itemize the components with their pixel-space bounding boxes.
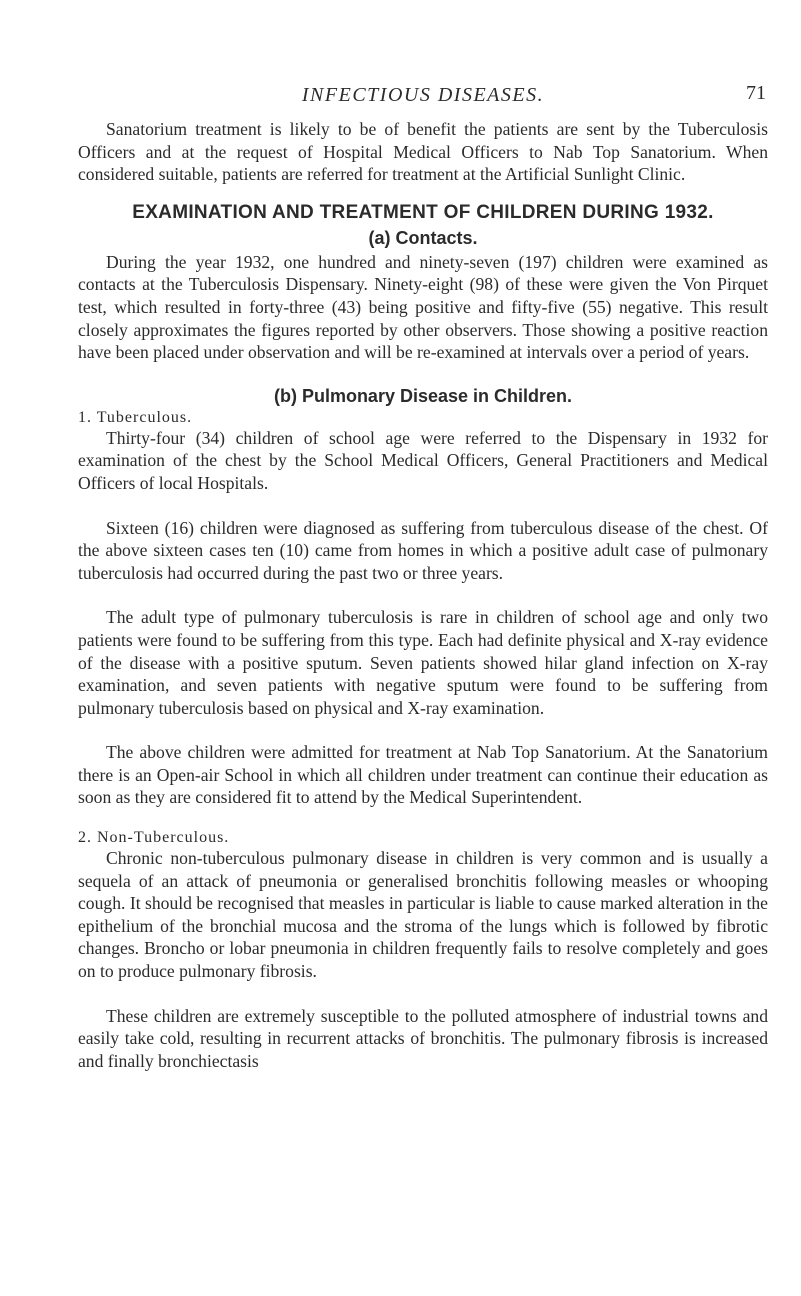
running-title: INFECTIOUS DISEASES.	[301, 84, 545, 106]
pulmonary-heading: (b) Pulmonary Disease in Children.	[273, 385, 573, 406]
contacts-heading: (a) Contacts.	[368, 227, 478, 248]
tuberculous-paragraph-3: The adult type of pulmonary tuberculosis is rare in children of school age and only two patients were found to be suffering from this type. Each had definite physical and X-ray evidence of the disease with a positive sputum. Seven patients showed hilar gland infection on X-ray examination, and seven patients with negative sputum were found to be suffering from pulmonary tuberculosis based on physical and X-ray examination.	[78, 607, 768, 718]
running-header	[78, 0, 768, 118]
section-heading: EXAMINATION AND TREATMENT OF CHILDREN DURING 1932.	[132, 201, 714, 223]
document-page	[78, 0, 768, 1072]
page-number: 71	[746, 82, 766, 104]
non-tuberculous-label: 2. Non-Tuberculous.	[78, 829, 230, 847]
intro-paragraph: Sanatorium treatment is likely to be of benefit the patients are sent by the Tuberculosis Officers and at the request of Hospital Medical Officers to Nab Top Sanatorium. When considered suitable, patients are referred for treatment at the Artificial Sunlight Clinic.	[78, 119, 768, 185]
tuberculous-label: 1. Tuberculous.	[78, 408, 193, 426]
tuberculous-paragraph-4: The above children were admitted for treatment at Nab Top Sanatorium. At the Sanatorium there is an Open-air School in which all children under treatment can continue their education as soon as they are considered fit to attend by the Medical Superintendent.	[78, 742, 768, 808]
tuberculous-paragraph-2: Sixteen (16) children were diagnosed as suffering from tuberculous disease of the chest. Of the above sixteen cases ten (10) came from homes in which a positive adult case of pulmonary tuberculosis had occurred during the past two or three years.	[78, 517, 768, 583]
tuberculous-paragraph-1: Thirty-four (34) children of school age were referred to the Dispensary in 1932 for examination of the chest by the School Medical Officers, General Practitioners and Medical Officers of local Hospitals.	[78, 427, 768, 493]
contacts-paragraph: During the year 1932, one hundred and ninety-seven (197) children were examined as contacts at the Tuberculosis Dispensary. Ninety-eight (98) of these were given the Von Pirquet test, which resulted in forty-three (43) being positive and fifty-five (55) negative. This result closely approximates the figures reported by other observers. Those showing a positive reaction have been placed under observation and will be re-examined at intervals over a period of years.	[78, 251, 768, 363]
non-tuberculous-paragraph-1: Chronic non-tuberculous pulmonary disease in children is very common and is usually a sequela of an attack of pneumonia or generalised bronchitis following measles or whooping cough. It should be recognised that measles in particular is liable to cause marked alteration in the epithelium of the bronchial mucosa and the stroma of the lungs which is followed by fibrotic changes. Broncho or lobar pneumonia in children frequently fails to resolve completely and goes on to produce pulmonary fibrosis.	[78, 848, 768, 982]
non-tuberculous-paragraph-2: These children are extremely susceptible to the polluted atmosphere of industrial towns and easily take cold, resulting in recurrent attacks of bronchitis. The pulmonary fibrosis is increased and finally bronchiectasis	[78, 1005, 768, 1071]
